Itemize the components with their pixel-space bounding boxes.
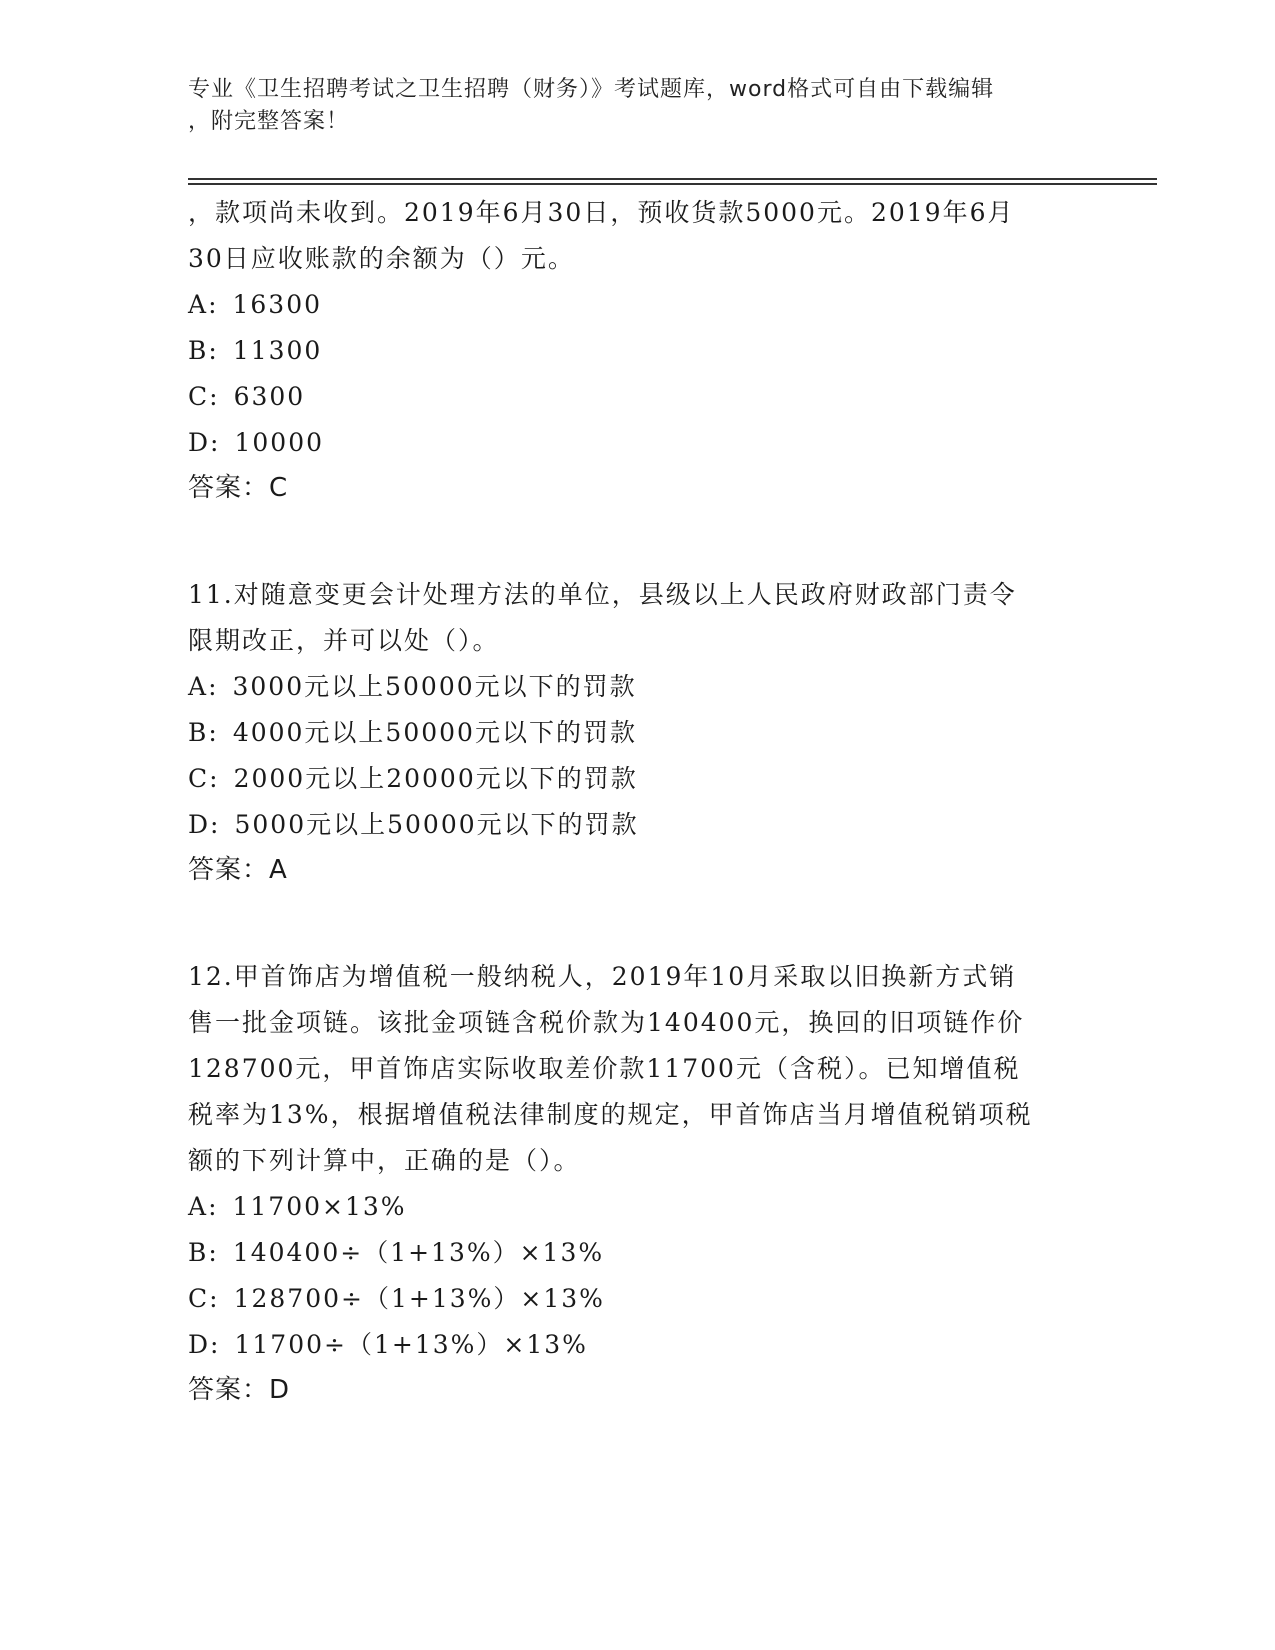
option-text: 16300 bbox=[232, 290, 323, 319]
question-10 bbox=[188, 190, 1088, 510]
option-text: 10000 bbox=[234, 428, 325, 457]
option-d bbox=[188, 420, 1088, 466]
option-separator: : bbox=[208, 672, 219, 701]
option-letter: D bbox=[188, 810, 211, 839]
option-separator: : bbox=[208, 290, 219, 319]
header-divider-bottom bbox=[188, 183, 1157, 185]
option-d bbox=[188, 802, 1088, 848]
option-a bbox=[188, 664, 1088, 710]
option-b bbox=[188, 710, 1088, 756]
option-text: 3000元以上50000元以下的罚款 bbox=[232, 672, 637, 701]
option-separator: : bbox=[208, 1238, 219, 1267]
question-12-text bbox=[188, 954, 1088, 1184]
option-separator: : bbox=[209, 382, 220, 411]
option-text: 5000元以上50000元以下的罚款 bbox=[234, 810, 639, 839]
spacer bbox=[188, 892, 1088, 954]
option-c bbox=[188, 1276, 1088, 1322]
question-text-line: 12.甲首饰店为增值税一般纳税人，2019年10月采取以旧换新方式销 bbox=[188, 962, 1017, 991]
option-separator: : bbox=[208, 336, 219, 365]
question-text-line: 限期改正，并可以处（）。 bbox=[188, 626, 500, 655]
option-separator: : bbox=[209, 764, 220, 793]
question-text-line: 30日应收账款的余额为（）元。 bbox=[188, 244, 575, 273]
answer-line: 答案：A bbox=[188, 855, 288, 885]
option-text: 11700×13% bbox=[232, 1192, 407, 1221]
option-text: 11700÷（1+13%）×13% bbox=[234, 1330, 588, 1359]
option-letter: A bbox=[188, 672, 209, 701]
option-c bbox=[188, 374, 1088, 420]
option-d bbox=[188, 1322, 1088, 1368]
option-letter: A bbox=[188, 1192, 209, 1221]
header-title-line-1: 专业《卫生招聘考试之卫生招聘（财务）》考试题库，word格式可自由下载编辑 bbox=[188, 77, 995, 102]
question-11-text bbox=[188, 572, 1088, 664]
answer-line: 答案：D bbox=[188, 1375, 291, 1405]
option-letter: B bbox=[188, 718, 209, 747]
option-a bbox=[188, 1184, 1088, 1230]
question-text-line: 额的下列计算中，正确的是（）。 bbox=[188, 1146, 581, 1175]
option-separator: : bbox=[208, 718, 219, 747]
option-separator: : bbox=[210, 810, 221, 839]
header-divider-top bbox=[188, 178, 1157, 180]
option-text: 6300 bbox=[233, 382, 306, 411]
option-separator: : bbox=[209, 1284, 220, 1313]
option-b bbox=[188, 328, 1088, 374]
option-text: 4000元以上50000元以下的罚款 bbox=[232, 718, 637, 747]
option-a bbox=[188, 282, 1088, 328]
option-text: 128700÷（1+13%）×13% bbox=[233, 1284, 605, 1313]
option-letter: A bbox=[188, 290, 209, 319]
spacer bbox=[188, 510, 1088, 572]
answer-line: 答案：C bbox=[188, 473, 289, 503]
option-separator: : bbox=[208, 1192, 219, 1221]
question-text-line: 128700元，甲首饰店实际收取差价款11700元（含税）。已知增值税 bbox=[188, 1054, 1021, 1083]
option-letter: B bbox=[188, 336, 209, 365]
option-separator: : bbox=[210, 428, 221, 457]
question-list bbox=[188, 190, 1088, 1412]
question-text-line: 11.对随意变更会计处理方法的单位，县级以上人民政府财政部门责令 bbox=[188, 580, 1017, 609]
option-letter: C bbox=[188, 764, 210, 793]
option-letter: D bbox=[188, 428, 211, 457]
option-letter: C bbox=[188, 382, 210, 411]
question-11 bbox=[188, 572, 1088, 892]
question-12 bbox=[188, 954, 1088, 1412]
option-b bbox=[188, 1230, 1088, 1276]
question-text-line: 税率为13%，根据增值税法律制度的规定，甲首饰店当月增值税销项税 bbox=[188, 1100, 1033, 1129]
document-header bbox=[188, 74, 1088, 138]
option-letter: B bbox=[188, 1238, 209, 1267]
option-letter: D bbox=[188, 1330, 211, 1359]
header-title-line-2: ，附完整答案！ bbox=[188, 109, 350, 134]
option-separator: : bbox=[210, 1330, 221, 1359]
question-text-line: ，款项尚未收到。2019年6月30日，预收货款5000元。2019年6月 bbox=[188, 198, 1015, 227]
question-10-text bbox=[188, 190, 1088, 282]
option-letter: C bbox=[188, 1284, 210, 1313]
option-text: 11300 bbox=[232, 336, 323, 365]
question-text-line: 售一批金项链。该批金项链含税价款为140400元，换回的旧项链作价 bbox=[188, 1008, 1025, 1037]
option-text: 140400÷（1+13%）×13% bbox=[232, 1238, 605, 1267]
option-text: 2000元以上20000元以下的罚款 bbox=[233, 764, 638, 793]
option-c bbox=[188, 756, 1088, 802]
